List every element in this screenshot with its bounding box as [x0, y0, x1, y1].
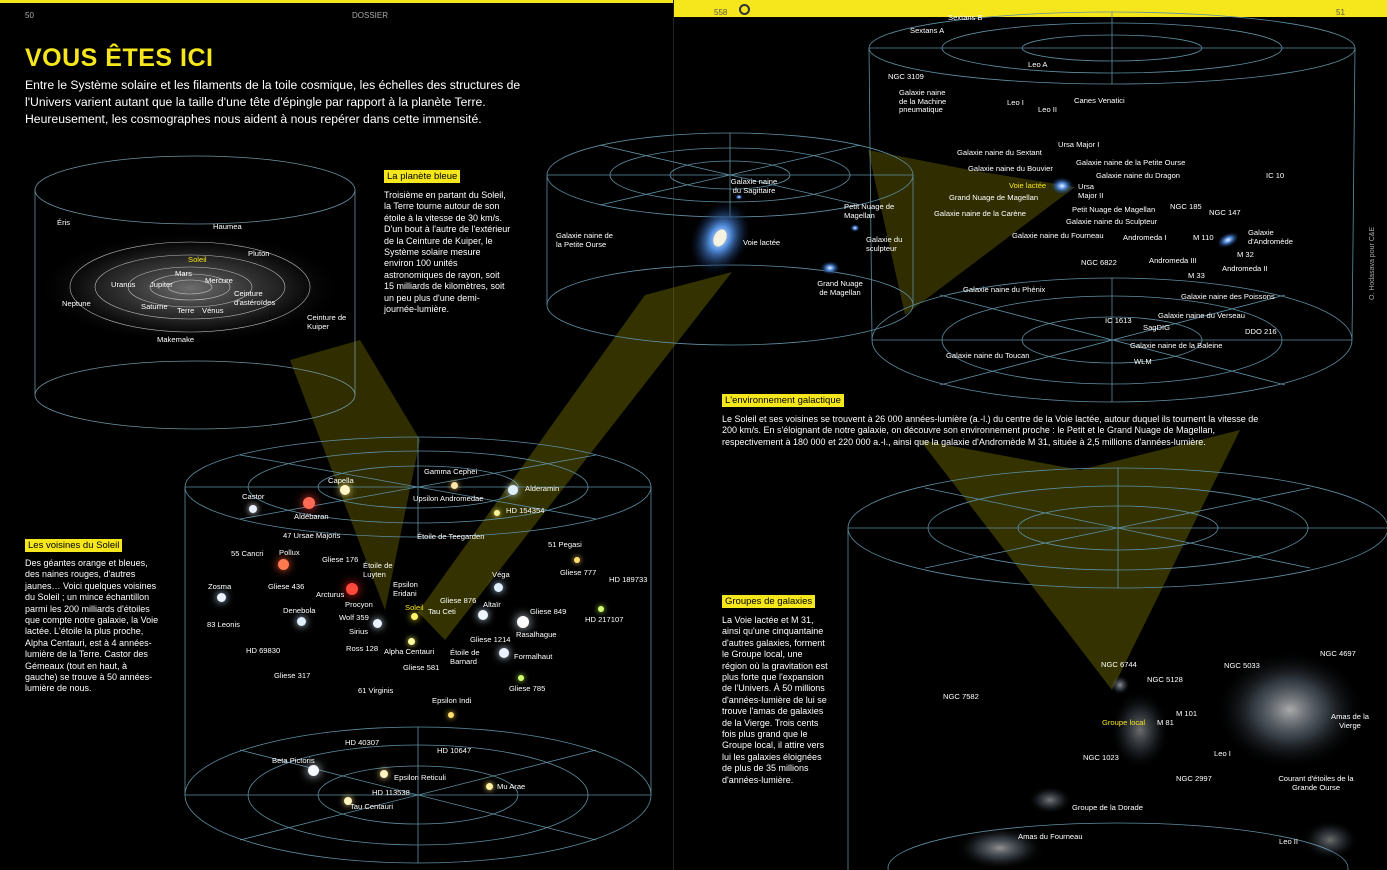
- label-wlm: WLM: [1134, 357, 1152, 366]
- label-leo-ii-group: Leo II: [1279, 837, 1298, 846]
- box-planete-bleue: [384, 166, 512, 315]
- label-ngc4697: NGC 4697: [1320, 649, 1356, 658]
- star-epsilon-reticuli: [380, 770, 388, 778]
- label-andromeda-iii: Andromeda III: [1149, 256, 1197, 265]
- section-label: DOSSIER: [352, 11, 389, 20]
- label-machine: Galaxie naine de la Machine pneumatique: [899, 88, 947, 115]
- label-ngc7582: NGC 7582: [943, 692, 979, 701]
- label-pegasi: 51 Pegasi: [548, 540, 582, 549]
- star-gamma-cephei: [451, 482, 458, 489]
- box-environnement: [722, 390, 1267, 448]
- photo-credit: O. Hodasava pour C&E: [1369, 226, 1376, 300]
- label-andromede: Galaxie d'Andromède: [1248, 228, 1293, 246]
- label-m101: M 101: [1176, 709, 1198, 718]
- label-carene: Galaxie naine de la Carène: [934, 209, 1027, 218]
- box-voisines-text: Des géantes orange et bleues, des naines rouges, d'autres jaunes… Voici quelques voisines du Soleil ; un mince échantillon parmi les 200 milliards d'étoiles que compte notre galaxie, la Voie lactée. L'étoile la plus proche, Alpha Centauri, est à 4 années-lumière de la Terre. Castor des Gémeaux (tout en haut, à gauche) se trouve à 50 années-lumière de nous.: [25, 558, 159, 694]
- label-saturne: Saturne: [141, 302, 168, 311]
- label-terre: Terre: [177, 306, 195, 315]
- label-sculpteur-galaxy: Galaxie du sculpteur: [866, 235, 903, 253]
- label-jupiter: Jupiter: [150, 280, 173, 289]
- label-petite-ourse-galaxy: Galaxie naine de la Petite Ourse: [556, 231, 613, 249]
- label-epsilon-eridani: Epsilon Eridani: [393, 580, 418, 598]
- star-formalhaut: [499, 648, 509, 658]
- intro-paragraph: Entre le Système solaire et les filaments de la toile cosmique, les échelles des structures de l'Univers varient autant que la taille d'une tête d'épingle par rapport à la planète Terre. Heureusement, les cosmographes nous aident à nous repérer dans cette immensité.: [25, 78, 521, 126]
- label-ngc2997: NGC 2997: [1176, 774, 1212, 783]
- label-andromeda-i: Andromeda I: [1123, 233, 1167, 242]
- label-phenix: Galaxie naine du Phénix: [963, 285, 1046, 294]
- box-voisines: [25, 535, 159, 695]
- label-mercure: Mercure: [205, 276, 233, 285]
- label-ngc5128: NGC 5128: [1147, 675, 1183, 684]
- label-dorade: Groupe de la Dorade: [1072, 803, 1143, 812]
- label-ngc3109: NGC 3109: [888, 72, 924, 81]
- star-aldebaran: [303, 497, 315, 509]
- label-makemake: Makemake: [157, 335, 195, 344]
- label-ursa-major-ii: Ursa Major II: [1078, 182, 1104, 200]
- label-petit-nuage-local: Petit Nuage de Magellan: [1072, 205, 1156, 214]
- label-hd113538: HD 113538: [372, 788, 410, 797]
- label-castor: Castor: [242, 492, 265, 501]
- label-voie-lactee-galaxy: Voie lactée: [743, 238, 781, 247]
- label-voie-lactee-local: Voie lactée: [1009, 181, 1047, 190]
- label-ursae: 47 Ursae Majoris: [283, 531, 341, 540]
- label-tau-centauri: Tau Centauri: [350, 802, 394, 811]
- label-cancri: 55 Cancri: [231, 549, 264, 558]
- label-neptune: Neptune: [62, 299, 91, 308]
- star-altair: [478, 610, 488, 620]
- box-environnement-heading: L'environnement galactique: [722, 394, 844, 407]
- label-sculpteur-local: Galaxie naine du Sculpteur: [1066, 217, 1158, 226]
- label-leo-i-local: Leo I: [1007, 98, 1024, 107]
- cone-stars-to-galaxy: [418, 272, 732, 640]
- label-ic10: IC 10: [1266, 171, 1285, 180]
- star-soleil: [411, 613, 418, 620]
- label-ursa-major-i: Ursa Major I: [1058, 140, 1100, 149]
- star-capella: [340, 485, 350, 495]
- label-gliese785: Gliese 785: [509, 684, 546, 693]
- label-hd189733: HD 189733: [609, 575, 648, 584]
- label-gliese317: Gliese 317: [274, 671, 311, 680]
- label-gamma-cephei: Gamma Cephei: [424, 467, 478, 476]
- right-page-number: 51: [1336, 8, 1345, 17]
- label-andromeda-ii: Andromeda II: [1222, 264, 1268, 273]
- label-poissons: Galaxie naine des Poissons: [1181, 292, 1275, 301]
- label-fourneau-group: Amas du Fourneau: [1018, 832, 1083, 841]
- cone-local-to-groups: [920, 430, 1240, 690]
- label-haumea: Haumea: [213, 222, 242, 231]
- label-m110: M 110: [1193, 233, 1214, 242]
- label-ngc5033: NGC 5033: [1224, 661, 1260, 670]
- label-sirius: Sirius: [349, 627, 368, 636]
- label-toucan: Galaxie naine du Toucan: [946, 351, 1030, 360]
- label-bouvier: Galaxie naine du Bouvier: [968, 164, 1053, 173]
- label-arcturus: Arcturus: [316, 590, 345, 599]
- label-virginis: 61 Virginis: [358, 686, 394, 695]
- box-environnement-text: Le Soleil et ses voisines se trouvent à 26 000 années-lumière (a.-l.) du centre de la Voie lactée, autour duquel ils tournent la vitesse de 200 km/s. En s'éloignant de notre galaxie, on découvre son environnement proche : le Petit et le Grand Nuage de Magellan, respectivement à 180 000 et 220 000 a.-l., ainsi que la galaxie d'Andromède M 31, située à 2,5 millions d'années-lumière.: [722, 414, 1259, 447]
- label-leo-a: Leo A: [1028, 60, 1048, 69]
- label-hd69830: HD 69830: [246, 646, 281, 655]
- label-courant: Courant d'étoiles de la Grande Ourse: [1278, 774, 1354, 792]
- box-voisines-heading: Les voisines du Soleil: [25, 539, 122, 552]
- label-capella: Capella: [328, 476, 354, 485]
- star-beta-pictoris: [308, 765, 319, 776]
- label-venus: Vénus: [202, 306, 224, 315]
- label-petite-ourse-local: Galaxie naine de la Petite Ourse: [1076, 158, 1186, 167]
- label-mars: Mars: [175, 269, 192, 278]
- label-aldebaran: Aldébaran: [294, 512, 329, 521]
- label-amas-vierge: Amas de la Vierge: [1331, 712, 1369, 730]
- label-soleil-solar: Soleil: [188, 255, 207, 264]
- label-gliese876: Gliese 876: [440, 596, 477, 605]
- star-alpha-centauri: [408, 638, 415, 645]
- label-formalhaut: Formalhaut: [514, 652, 553, 661]
- label-vega: Véga: [492, 570, 510, 579]
- star-denebola: [297, 617, 306, 626]
- label-m32: M 32: [1237, 250, 1254, 259]
- label-zosma: Zosma: [208, 582, 232, 591]
- label-grand-nuage-local: Grand Nuage de Magellan: [949, 193, 1039, 202]
- label-ngc6822: NGC 6822: [1081, 258, 1117, 267]
- label-sextant: Galaxie naine du Sextant: [957, 148, 1042, 157]
- label-ic1613: IC 1613: [1105, 316, 1132, 325]
- label-pluton: Pluton: [248, 249, 270, 258]
- star-arcturus: [346, 583, 358, 595]
- label-m81: M 81: [1157, 718, 1174, 727]
- star-gliese777: [574, 557, 580, 563]
- label-kuiper: Ceinture de Kuiper: [307, 313, 347, 331]
- star-mu-arae: [486, 783, 493, 790]
- label-ngc185: NGC 185: [1170, 202, 1202, 211]
- label-uranus: Uranus: [111, 280, 136, 289]
- star-gliese785: [518, 675, 524, 681]
- label-fourneau-local: Galaxie naine du Fourneau: [1012, 231, 1104, 240]
- label-sextans-b: Sextans B: [948, 13, 983, 22]
- label-procyon: Procyon: [345, 600, 373, 609]
- box-planete-text: Troisième en partant du Soleil, la Terre tourne autour de son étoile à la vitesse de 30 km/s. D'un bout à l'autre de l'extérieur de la Ceinture de Kuiper, le Système solaire mesure environ 100 unités astronomiques de rayon, soit 15 milliards de kilomètres, soit un peu plus d'une demi-journée-lumière.: [384, 190, 511, 315]
- label-leo-ii-local: Leo II: [1038, 105, 1057, 114]
- label-verseau: Galaxie naine du Verseau: [1158, 311, 1245, 320]
- label-hd40307: HD 40307: [345, 738, 380, 747]
- label-pollux: Pollux: [279, 548, 300, 557]
- label-epsilon-reticuli: Epsilon Reticuli: [394, 773, 446, 782]
- left-page-number: 50: [25, 11, 34, 20]
- label-hd10647: HD 10647: [437, 746, 472, 755]
- label-mu-arae: Mu Arae: [497, 782, 526, 791]
- label-eris: Éris: [57, 218, 71, 227]
- star-vega: [494, 583, 503, 592]
- label-denebola: Denebola: [283, 606, 316, 615]
- label-ross128: Ross 128: [346, 644, 379, 653]
- label-gliese1214: Gliese 1214: [470, 635, 511, 644]
- star-alderamin: [508, 485, 518, 495]
- label-ngc1023: NGC 1023: [1083, 753, 1119, 762]
- label-m33: M 33: [1188, 271, 1205, 280]
- label-teegarden: Étoile de Teegarden: [417, 532, 485, 541]
- label-gliese581: Gliese 581: [403, 663, 440, 672]
- label-dragon: Galaxie naine du Dragon: [1096, 171, 1181, 180]
- star-zosma: [217, 593, 226, 602]
- label-alderamin: Alderamin: [525, 484, 560, 493]
- star-castor: [249, 505, 257, 513]
- label-ceinture-asteroides: Ceinture d'astéroïdes: [234, 289, 276, 307]
- label-gliese436: Gliese 436: [268, 582, 305, 591]
- star-rasalhague: [517, 616, 529, 628]
- label-wolf359: Wolf 359: [339, 613, 369, 622]
- label-hd217107: HD 217107: [585, 615, 624, 624]
- box-groupes-heading: Groupes de galaxies: [722, 595, 815, 608]
- label-grand-nuage: Grand Nuage de Magellan: [817, 279, 863, 297]
- star-hd154354: [494, 510, 500, 516]
- label-beta-pictoris: Beta Pictoris: [272, 756, 315, 765]
- star-epsilon-indi: [448, 712, 454, 718]
- label-baleine: Galaxie naine de la Baleine: [1130, 341, 1223, 350]
- label-gliese777: Gliese 777: [560, 568, 597, 577]
- label-ngc147: NGC 147: [1209, 208, 1241, 217]
- star-hd217107: [598, 606, 604, 612]
- label-gliese849: Gliese 849: [530, 607, 567, 616]
- label-altair: Altaïr: [483, 600, 501, 609]
- star-sirius: [373, 619, 382, 628]
- label-soleil-star: Soleil: [405, 603, 424, 612]
- label-leo-i-group: Leo I: [1214, 749, 1231, 758]
- box-groupes-text: La Voie lactée et M 31, ainsi qu'une cinquantaine d'autres galaxies, forment le Groupe local, une région où la gravitation est plus forte que l'expansion de l'Univers. À 50 millions d'années-lumière de lui se trouve l'amas de galaxies de la Vierge. Trois cents fois plus grand que le Groupe local, il attire vers lui les galaxies éloignées de plus de 35 millions d'années-lumière.: [722, 615, 828, 785]
- label-rasalhague: Rasalhague: [516, 630, 557, 639]
- label-sextans-a: Sextans A: [910, 26, 945, 35]
- label-epsilon-indi: Epsilon Indi: [432, 696, 472, 705]
- label-petit-nuage: Petit Nuage de Magellan: [844, 202, 895, 220]
- label-barnard: Étoile de Barnard: [450, 648, 480, 666]
- label-hd154354: HD 154354: [506, 506, 545, 515]
- label-gliese176: Gliese 176: [322, 555, 359, 564]
- label-luyten: Étoile de Luyten: [363, 561, 393, 579]
- page-title: VOUS ÊTES ICI: [25, 44, 214, 72]
- box-planete-heading: La planète bleue: [384, 170, 460, 183]
- label-alpha-centauri: Alpha Centauri: [384, 647, 435, 656]
- label-upsilon-andromedae: Upsilon Andromedae: [413, 494, 484, 503]
- star-pollux: [278, 559, 289, 570]
- label-ngc6744: NGC 6744: [1101, 660, 1137, 669]
- label-sagittaire: Galaxie naine du Sagittaire: [730, 177, 778, 195]
- box-groupes: [722, 591, 828, 786]
- issue-number: 558: [714, 8, 728, 17]
- label-groupe-local: Groupe local: [1102, 718, 1146, 727]
- label-canes: Canes Venatici: [1074, 96, 1125, 105]
- label-tau-ceti: Tau Ceti: [428, 607, 456, 616]
- label-leonis: 83 Leonis: [207, 620, 240, 629]
- label-sagdig: SagDIG: [1143, 323, 1171, 332]
- label-ddo216: DDO 216: [1245, 327, 1277, 336]
